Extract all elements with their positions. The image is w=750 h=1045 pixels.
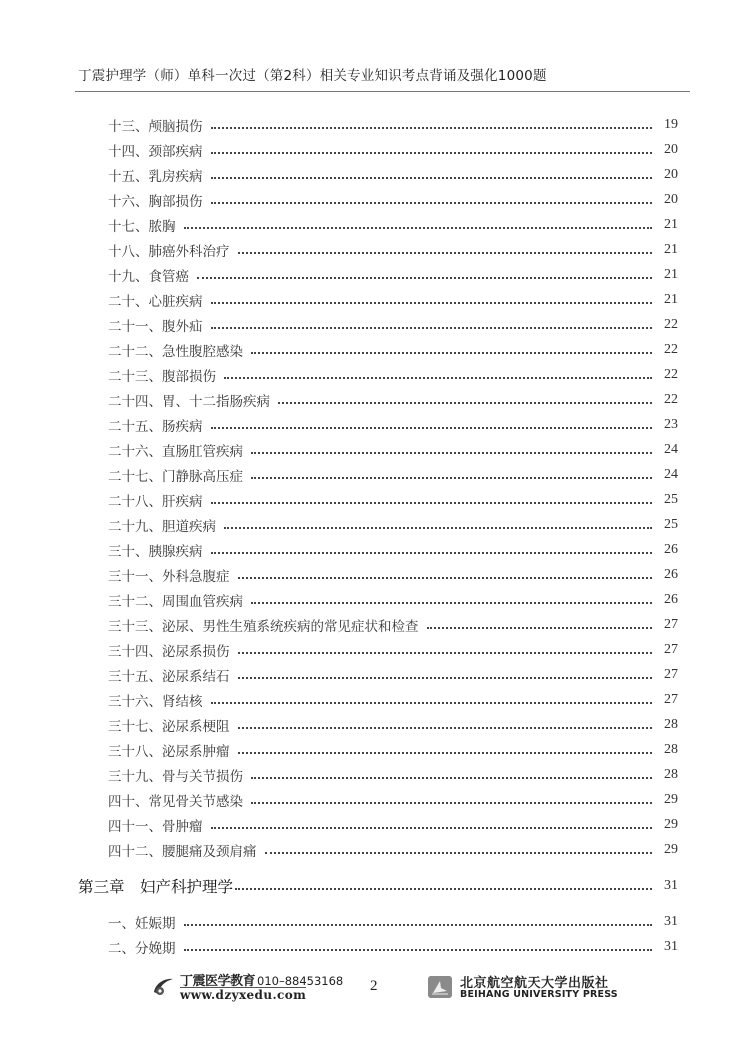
toc-entry-label: 三十二、周围血管疾病 <box>108 590 251 610</box>
toc-entry-label: 十八、肺癌外科治疗 <box>108 240 238 260</box>
toc-entry-label: 二十九、胆道疾病 <box>108 515 224 535</box>
leader-dots <box>184 949 653 951</box>
toc-entry-page: 29 <box>664 791 678 807</box>
toc-entry[interactable] <box>0 537 750 562</box>
toc-entry-label: 十四、颈部疾病 <box>108 140 211 160</box>
toc-entry-page: 26 <box>664 541 678 557</box>
toc-entry-label: 四十一、骨肿瘤 <box>108 815 211 835</box>
toc-entry-page: 21 <box>664 216 678 232</box>
leader-dots <box>238 577 653 579</box>
toc-entry[interactable] <box>0 262 750 287</box>
toc-entry-label: 二、分娩期 <box>108 937 184 957</box>
toc-entry-page: 21 <box>664 241 678 257</box>
beihang-press-logo <box>428 972 628 1004</box>
page-number: 2 <box>370 978 378 994</box>
toc-entry-page: 20 <box>664 191 678 207</box>
toc-entry-label: 二十一、腹外疝 <box>108 315 211 335</box>
toc-entry-page: 23 <box>664 416 678 432</box>
toc-entry-label: 二十八、肝疾病 <box>108 490 211 510</box>
toc-entry-label: 十六、胸部损伤 <box>108 190 211 210</box>
toc-entry-page: 28 <box>664 716 678 732</box>
leader-dots <box>211 502 653 504</box>
toc-entry-page: 28 <box>664 766 678 782</box>
toc-entry[interactable] <box>0 412 750 437</box>
toc-chapter-label: 第三章 妇产科护理学 <box>78 875 233 897</box>
toc-entry-label: 三十九、骨与关节损伤 <box>108 765 251 785</box>
toc-entry[interactable] <box>0 362 750 387</box>
toc-entry-label: 三十五、泌尿系结石 <box>108 665 238 685</box>
toc-entry-page: 27 <box>664 641 678 657</box>
toc-entry-label: 二十四、胃、十二指肠疾病 <box>108 390 278 410</box>
toc-entry-label: 四十、常见骨关节感染 <box>108 790 251 810</box>
leader-dots <box>224 377 652 379</box>
toc-entry-page: 20 <box>664 141 678 157</box>
toc-entry[interactable] <box>0 612 750 637</box>
toc-entry-page: 24 <box>664 466 678 482</box>
toc-entry[interactable] <box>0 437 750 462</box>
toc-entry-page: 22 <box>664 316 678 332</box>
leader-dots <box>238 752 653 754</box>
toc-entry[interactable] <box>0 212 750 237</box>
toc-entry-page: 20 <box>664 166 678 182</box>
running-header-title: 丁震护理学（师）单科一次过（第2科）相关专业知识考点背诵及强化1000题 <box>78 68 547 84</box>
leader-dots <box>211 302 653 304</box>
leader-dots <box>211 702 653 704</box>
toc-entry-label: 三十七、泌尿系梗阻 <box>108 715 238 735</box>
toc-entry-label: 一、妊娠期 <box>108 912 184 932</box>
leader-dots <box>278 402 652 404</box>
toc-entry-label: 二十二、急性腹腔感染 <box>108 340 251 360</box>
toc-entry[interactable] <box>0 562 750 587</box>
beihang-press-name-en: BEIHANG UNIVERSITY PRESS <box>460 989 618 1000</box>
header-divider <box>75 91 690 92</box>
leader-dots <box>427 627 653 629</box>
toc-entry[interactable] <box>0 787 750 812</box>
toc-entry[interactable] <box>0 462 750 487</box>
toc-entry-label: 三十四、泌尿系损伤 <box>108 640 238 660</box>
toc-entry-label: 三十三、泌尿、男性生殖系统疾病的常见症状和检查 <box>108 615 427 635</box>
leader-dots <box>197 277 652 279</box>
leader-dots <box>251 602 652 604</box>
page-footer <box>0 968 750 1008</box>
leader-dots <box>251 477 652 479</box>
dzyxedu-logo <box>152 970 344 1004</box>
toc-entry-label: 二十七、门静脉高压症 <box>108 465 251 485</box>
toc-entry[interactable] <box>0 712 750 737</box>
leader-dots <box>184 924 653 926</box>
leader-dots <box>238 652 653 654</box>
toc-entry-label: 十九、食管癌 <box>108 265 197 285</box>
toc-entry-page: 22 <box>664 366 678 382</box>
toc-entry[interactable] <box>0 137 750 162</box>
toc-entry[interactable] <box>0 112 750 137</box>
toc-entry-page: 29 <box>664 841 678 857</box>
toc-entry-label: 二十三、腹部损伤 <box>108 365 224 385</box>
toc-entry-page: 22 <box>664 391 678 407</box>
toc-entry-page: 25 <box>664 491 678 507</box>
toc-entry-label: 二十、心脏疾病 <box>108 290 211 310</box>
toc-entry[interactable] <box>0 762 750 787</box>
toc-entry[interactable] <box>0 487 750 512</box>
toc-entry-page: 21 <box>664 266 678 282</box>
toc-entry-page: 26 <box>664 566 678 582</box>
toc-entry-page: 26 <box>664 591 678 607</box>
dzyxedu-url[interactable]: www.dzyxedu.com <box>180 988 307 1002</box>
toc-entry-label: 十七、脓胸 <box>108 215 184 235</box>
toc-entry[interactable] <box>0 237 750 262</box>
leader-dots <box>251 777 652 779</box>
leader-dots <box>238 727 653 729</box>
toc-entry-page: 28 <box>664 741 678 757</box>
toc-entry-label: 二十五、肠疾病 <box>108 415 211 435</box>
toc-entry[interactable] <box>0 837 750 862</box>
leader-dots <box>211 177 653 179</box>
toc-entry[interactable] <box>0 662 750 687</box>
toc-entry[interactable] <box>0 187 750 212</box>
leader-dots <box>211 327 653 329</box>
leader-dots <box>251 802 652 804</box>
dzyxedu-swoosh-icon <box>152 976 174 998</box>
toc-entry[interactable] <box>0 287 750 312</box>
leader-dots <box>235 888 652 890</box>
toc-entry-page: 25 <box>664 516 678 532</box>
toc-entry[interactable] <box>0 587 750 612</box>
dzyxedu-name-text: 丁震医学教育 <box>180 974 256 989</box>
toc-entry[interactable] <box>0 387 750 412</box>
beihang-press-name-cn: 北京航空航天大学出版社 <box>460 976 609 991</box>
toc-entry-page: 27 <box>664 616 678 632</box>
toc-entry-page: 19 <box>664 116 678 132</box>
toc-entry-page: 29 <box>664 816 678 832</box>
leader-dots <box>251 352 652 354</box>
toc-entry[interactable] <box>0 637 750 662</box>
leader-dots <box>184 227 653 229</box>
leader-dots <box>251 452 652 454</box>
leader-dots <box>238 677 653 679</box>
toc-entry[interactable] <box>0 737 750 762</box>
toc-entry-page: 27 <box>664 666 678 682</box>
toc-entry-page: 31 <box>664 913 678 929</box>
leader-dots <box>211 127 653 129</box>
leader-dots <box>224 527 652 529</box>
dzyxedu-phone: 010–88453168 <box>257 974 344 988</box>
toc-entry[interactable] <box>0 812 750 837</box>
toc-entry-page: 24 <box>664 441 678 457</box>
toc-entry-page: 31 <box>664 877 678 893</box>
toc-entry-page: 31 <box>664 938 678 954</box>
leader-dots <box>211 552 653 554</box>
toc-entry-label: 四十二、腰腿痛及颈肩痛 <box>108 840 265 860</box>
leader-dots <box>211 152 653 154</box>
toc-entry-label: 十三、颅脑损伤 <box>108 115 211 135</box>
leader-dots <box>211 202 653 204</box>
leader-dots <box>238 252 653 254</box>
toc-entry-label: 三十八、泌尿系肿瘤 <box>108 740 238 760</box>
toc-entry-page: 27 <box>664 691 678 707</box>
toc-entry[interactable] <box>0 512 750 537</box>
toc-entry-label: 十五、乳房疾病 <box>108 165 211 185</box>
toc-entry-page: 22 <box>664 341 678 357</box>
toc-chapter-entry[interactable] <box>0 873 750 898</box>
toc-entry-label: 二十六、直肠肛管疾病 <box>108 440 251 460</box>
toc-entry[interactable] <box>0 337 750 362</box>
toc-entry-label: 三十六、肾结核 <box>108 690 211 710</box>
toc-entry[interactable] <box>0 312 750 337</box>
toc-entry[interactable] <box>0 162 750 187</box>
toc-entry[interactable] <box>0 934 750 959</box>
leader-dots <box>211 427 653 429</box>
beihang-press-emblem-icon <box>428 976 452 998</box>
toc-entry-label: 三十、胰腺疾病 <box>108 540 211 560</box>
leader-dots <box>211 827 653 829</box>
toc-entry[interactable] <box>0 909 750 934</box>
toc-entry-label: 三十一、外科急腹症 <box>108 565 238 585</box>
toc-entry-page: 21 <box>664 291 678 307</box>
leader-dots <box>265 852 653 854</box>
toc-entry[interactable] <box>0 687 750 712</box>
